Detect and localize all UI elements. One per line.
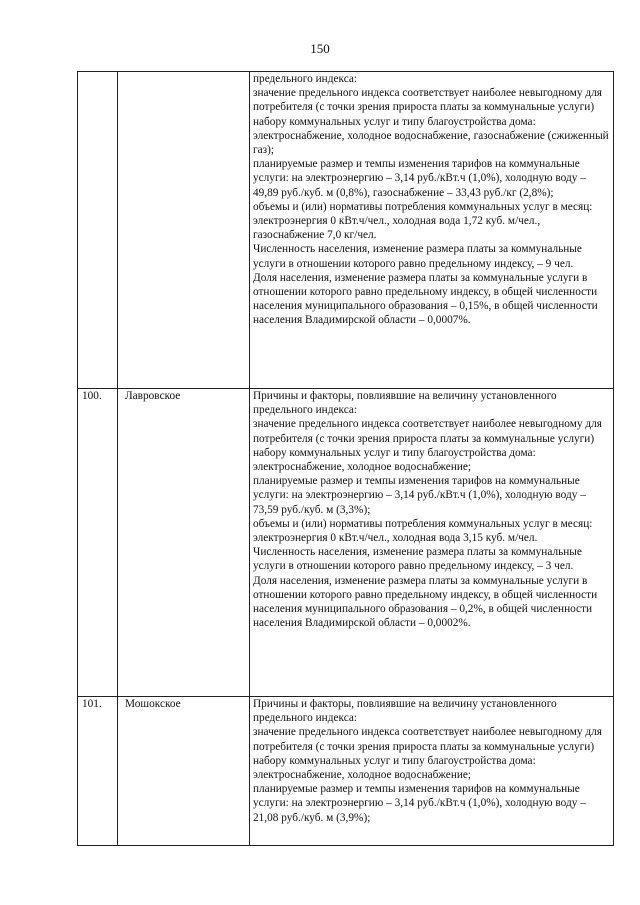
description-paragraph: объемы и (или) нормативы потребления коммунальных услуг в месяц: электроэнергия 0 кВт.ч/чел., холодная вода 1,72 куб. м/чел., газоснабжение 7,0 кг/чел. <box>253 200 593 242</box>
description-cell <box>250 389 614 697</box>
description-paragraph: значение предельного индекса соответствует наиболее невыгодному для потребителя (с точки зрения прироста платы за коммунальные услуги) набору коммунальных услуг и типу благоустройства дома: электроснабжение, холодное водоснабжение; <box>253 726 602 782</box>
page-number: 150 <box>310 41 330 56</box>
municipality-table <box>77 71 614 846</box>
municipality-name-cell <box>118 72 250 389</box>
description-paragraph: планируемые размер и темпы изменения тарифов на коммунальные услуги: на электроэнергию – 3,14 руб./кВт.ч (1,0%), холодную воду – 21,08 руб./куб. м (3,9%); <box>253 783 586 824</box>
municipality-name-cell: Лавровское <box>118 389 250 697</box>
description-paragraph: значение предельного индекса соответствует наиболее невыгодному для потребителя (с точки зрения прироста платы за коммунальные услуги) набору коммунальных услуг и типу благоустройства дома: электроснабжение, холодное водоснабжение, газоснабжение (сжиженный газ); <box>253 87 609 157</box>
description-cell <box>250 72 614 389</box>
row-number-cell: 100. <box>78 389 118 697</box>
description-paragraph: предельного индекса: <box>253 73 357 85</box>
row-number-cell: 101. <box>78 697 118 846</box>
description-cell <box>250 697 614 846</box>
municipality-name-cell: Мошокское <box>118 697 250 846</box>
table-row <box>78 72 614 389</box>
description-paragraph: Доля населения, изменение размера платы за коммунальные услуги в отношении которого равно предельному индексу, в общей численности населения муниципального образования – 0,2%, в общей численности населения Владимирской области – 0,0002%. <box>253 574 598 630</box>
description-paragraph: Численность населения, изменение размера платы за коммунальные услуги в отношении которого равно предельному индексу, – 3 чел. <box>253 546 582 573</box>
description-paragraph: значение предельного индекса соответствует наиболее невыгодному для потребителя (с точки зрения прироста платы за коммунальные услуги) набору коммунальных услуг и типу благоустройства дома: электроснабжение, холодное водоснабжение; <box>253 418 602 474</box>
description-paragraph: Причины и факторы, повлиявшие на величину установленного предельного индекса: <box>253 390 557 417</box>
row-number-cell <box>78 72 118 389</box>
description-paragraph: Доля населения, изменение размера платы за коммунальные услуги в отношении которого равно предельному индексу, в общей численности населения муниципального образования – 0,15%, в общей численности населения Владимирской области – 0,0007%. <box>253 271 598 327</box>
description-paragraph: Численность населения, изменение размера платы за коммунальные услуги в отношении которого равно предельному индексу, – 9 чел. <box>253 243 582 270</box>
table-row <box>78 389 614 697</box>
description-paragraph: объемы и (или) нормативы потребления коммунальных услуг в месяц: электроэнергия 0 кВт.ч/чел., холодная вода 3,15 куб. м/чел. <box>253 517 593 545</box>
table-row <box>78 697 614 846</box>
description-paragraph: планируемые размер и темпы изменения тарифов на коммунальные услуги: на электроэнергию – 3,14 руб./кВт.ч (1,0%), холодную воду – 49,89 руб./куб. м (0,8%), газоснабжение – 33,43 руб./кг (2,8%); <box>253 158 586 199</box>
description-paragraph: планируемые размер и темпы изменения тарифов на коммунальные услуги: на электроэнергию – 3,14 руб./кВт.ч (1,0%), холодную воду – 73,59 руб./куб. м (3,3%); <box>253 475 586 516</box>
description-paragraph: Причины и факторы, повлиявшие на величину установленного предельного индекса: <box>253 698 557 725</box>
